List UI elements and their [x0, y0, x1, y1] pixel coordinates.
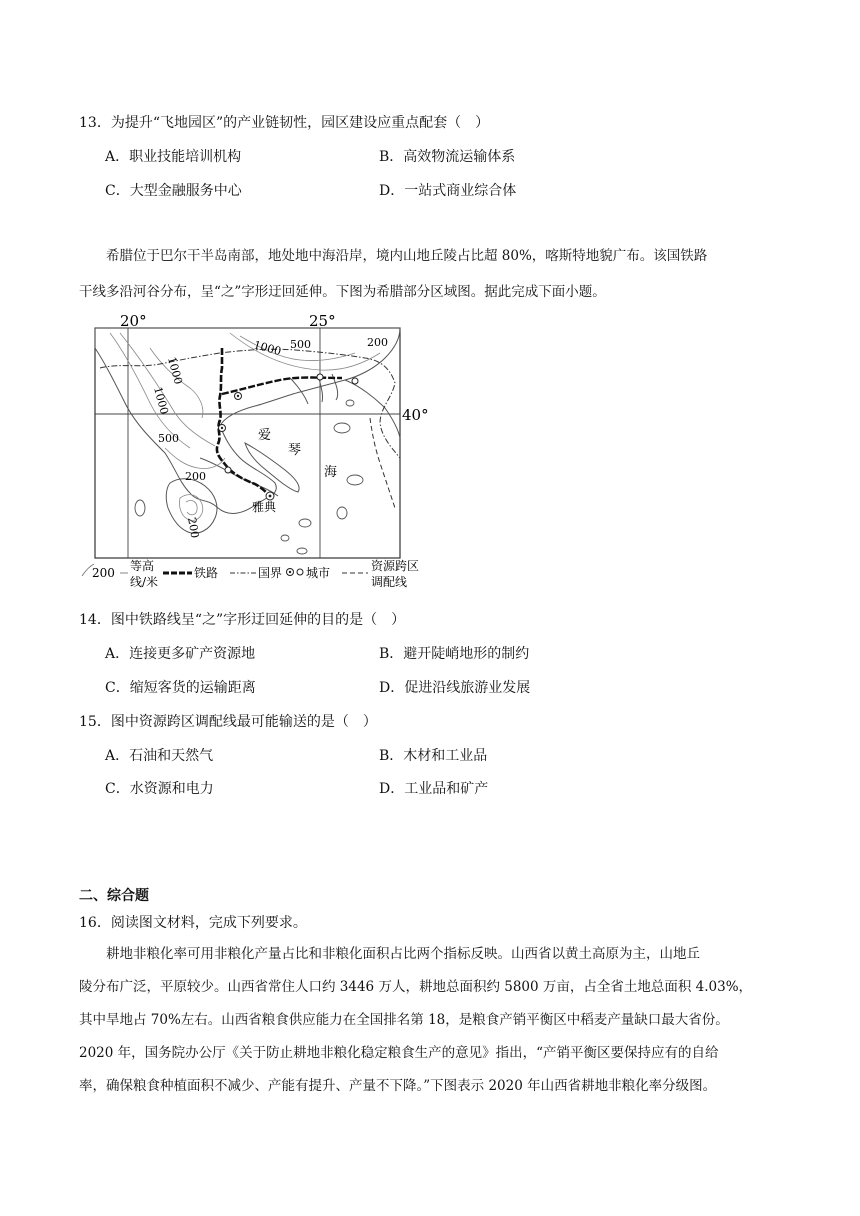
contour-label: 1000 — [252, 338, 283, 359]
legend-border-label: 国界 — [258, 566, 283, 580]
q14-option-b: B．避开陡峭地形的制约 — [379, 646, 530, 662]
q13-option-a: A．职业技能培训机构 — [105, 149, 242, 165]
q15-option-d: D．工业品和矿产 — [379, 781, 489, 797]
legend-contour-value: 200 — [92, 566, 115, 580]
legend-contour-label-2: 线/米 — [130, 575, 159, 589]
legend-city-symbol-b — [297, 569, 303, 575]
greece-map — [80, 308, 440, 593]
legend-city-symbol-dot — [289, 571, 291, 573]
q16-para-line5: 率，确保粮食种植面积不减少、产能有提升、产量不下降。”下图表示 2020 年山西省耕地非粮化率分级图。 — [79, 1078, 717, 1094]
q15-option-a: A．石油和天然气 — [105, 748, 214, 764]
city-marker — [317, 374, 323, 380]
q16-stem: 16．阅读图文材料，完成下列要求。 — [79, 915, 307, 931]
legend-contour-label-1: 等高 — [130, 559, 155, 573]
q13-option-d: D．一站式商业综合体 — [379, 183, 517, 199]
q16-para-line3: 其中旱地占 70%左右。山西省粮食供应能力在全国排名第 18，是粮食产销平衡区中稻麦产量缺口最大省份。 — [79, 1012, 729, 1028]
contour-label: 500 — [290, 338, 311, 351]
contour-label: 1000 — [165, 355, 185, 386]
q16-para-line1: 耕地非粮化率可用非粮化产量占比和非粮化面积占比两个指标反映。山西省以黄土高原为主，山地丘 — [106, 946, 700, 962]
q14-option-d: D．促进沿线旅游业发展 — [379, 680, 531, 696]
q15-stem: 15．图中资源跨区调配线最可能输送的是（ ） — [79, 714, 377, 730]
city-marker — [225, 467, 231, 473]
legend-railway-label: 铁路 — [194, 566, 219, 580]
contour-label: 200 — [185, 470, 206, 483]
contour-label: 200 — [185, 516, 202, 540]
passage-greece-line1: 希腊位于巴尔干半岛南部，地处地中海沿岸，境内山地丘陵占比超 80%，喀斯特地貌广布。该国铁路 — [106, 248, 708, 264]
contour-label: 500 — [158, 432, 179, 445]
q15-option-c: C．水资源和电力 — [105, 781, 214, 797]
q16-para-line4: 2020 年，国务院办公厅《关于防止耕地非粮化稳定粮食生产的意见》指出，“产销平衡区要保持应有的自给 — [79, 1045, 719, 1061]
map-frame — [95, 328, 400, 558]
city-marker — [352, 378, 358, 384]
q16-para-line2: 陵分布广泛，平原较少。山西省常住人口约 3446 万人，耕地总面积约 5800 万亩，占全省土地总面积 4.03%， — [79, 979, 753, 995]
passage-greece-line2: 干线多沿河谷分布，呈“之”字形迂回延伸。下图为希腊部分区域图。据此完成下面小题。 — [79, 284, 606, 300]
contour-label: 200 — [367, 336, 388, 349]
sea-label-ai: 爱 — [258, 428, 272, 443]
q15-option-b: B．木材和工业品 — [379, 748, 488, 764]
city-marker-dot — [237, 395, 239, 397]
legend-transfer-label-1: 资源跨区 — [371, 559, 420, 573]
q14-option-a: A．连接更多矿产资源地 — [105, 646, 256, 662]
contour-label: 1000 — [151, 385, 171, 416]
map-legend — [82, 558, 419, 589]
q13-option-b: B．高效物流运输体系 — [379, 149, 516, 165]
lon-label-20: 20° — [120, 312, 147, 330]
city-label-athens: 雅典 — [252, 500, 277, 514]
section-title: 二、综合题 — [79, 888, 149, 904]
q14-option-c: C．缩短客货的运输距离 — [105, 680, 256, 696]
q13-stem: 13．为提升“飞地园区”的产业链韧性，园区建设应重点配套（ ） — [79, 115, 490, 131]
city-marker-dot — [269, 495, 272, 498]
sea-label-qin: 琴 — [288, 443, 302, 458]
city-marker-dot — [221, 427, 223, 429]
q14-stem: 14．图中铁路线呈“之”字形迂回延伸的目的是（ ） — [79, 612, 406, 628]
q13-option-c: C．大型金融服务中心 — [105, 183, 242, 199]
sea-label-hai: 海 — [324, 465, 338, 480]
legend-transfer-label-2: 调配线 — [371, 575, 408, 589]
lon-label-25: 25° — [309, 312, 336, 330]
lat-label-40: 40° — [402, 406, 429, 424]
legend-city-label: 城市 — [306, 566, 331, 580]
